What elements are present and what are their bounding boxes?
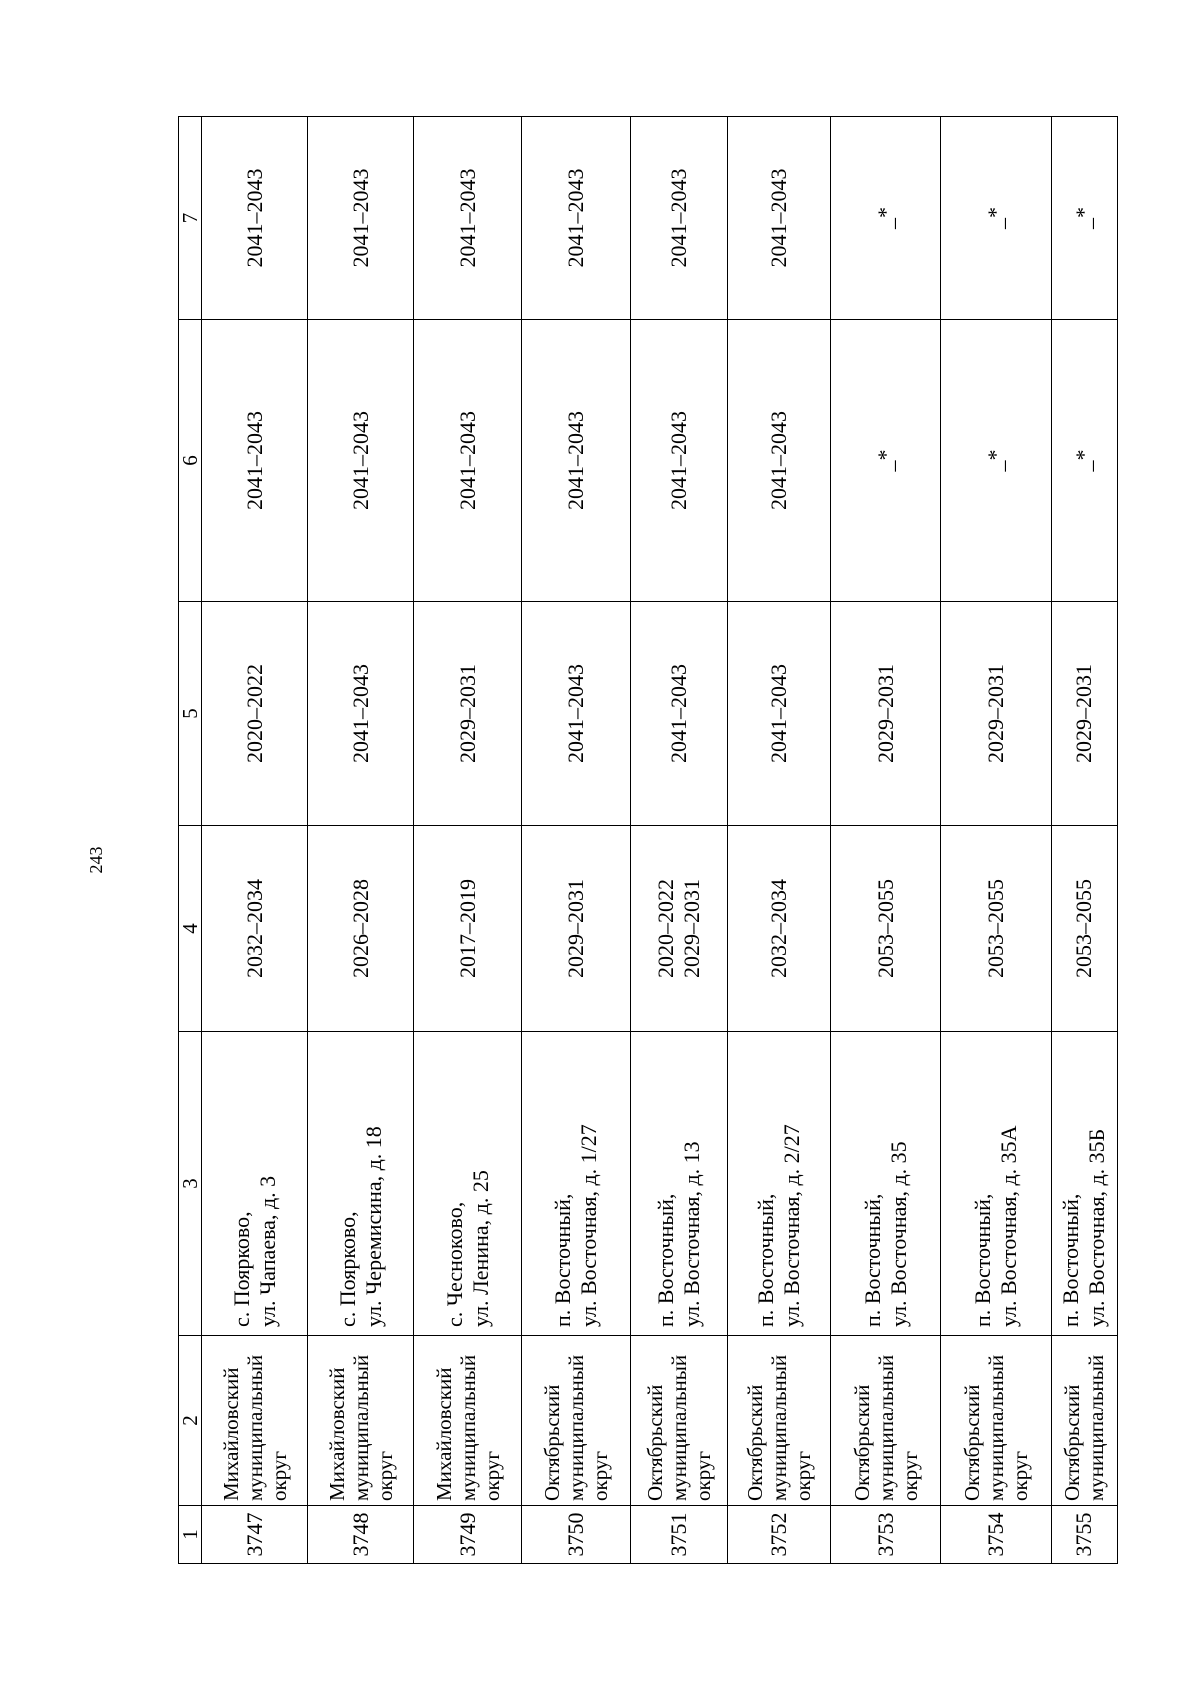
period-col7-cell: 2041–2043: [414, 117, 522, 320]
address-cell: [308, 1032, 414, 1336]
period-line: 2029–2031: [562, 879, 588, 978]
column-header-3: 3: [179, 1032, 202, 1336]
period-col7-cell: 2041–2043: [202, 117, 308, 320]
column-header-1: 1: [179, 1506, 202, 1564]
district-cell: [308, 1336, 414, 1506]
address-line: п. Восточный,: [859, 1193, 885, 1327]
period-col5-cell: 2041–2043: [630, 602, 727, 826]
period-col7-cell: _*: [1051, 117, 1117, 320]
period-line: 2032–2034: [241, 879, 267, 978]
district-line: Октябрьский: [642, 1384, 667, 1501]
period-col7-cell: 2041–2043: [728, 117, 831, 320]
district-cell: [830, 1336, 940, 1506]
district-line: муниципальный: [455, 1354, 480, 1501]
period-col7-cell: 2041–2043: [308, 117, 414, 320]
district-line: округ: [1007, 1450, 1032, 1501]
row-number-cell: 3751: [630, 1506, 727, 1564]
address-line: п. Восточный,: [549, 1193, 575, 1327]
address-cell: [1051, 1032, 1117, 1336]
district-line: муниципальный: [873, 1354, 898, 1501]
address-line: п. Восточный,: [969, 1193, 995, 1327]
row-number-cell: 3755: [1051, 1506, 1117, 1564]
district-line: округ: [266, 1450, 291, 1501]
district-cell: [522, 1336, 630, 1506]
district-cell: [728, 1336, 831, 1506]
column-header-5: 5: [179, 602, 202, 826]
address-line: ул. Восточная, д. 1/27: [575, 1124, 601, 1327]
address-line: ул. Чапаева, д. 3: [254, 1175, 280, 1327]
period-col5-cell: 2041–2043: [308, 602, 414, 826]
district-line: Октябрьский: [959, 1384, 984, 1501]
address-cell: [202, 1032, 308, 1336]
period-col4-cell: [630, 826, 727, 1032]
address-cell: [522, 1032, 630, 1336]
rotated-table-container: [178, 117, 1118, 1564]
header-row: [179, 117, 202, 1564]
column-header-2: 2: [179, 1336, 202, 1506]
period-line: 2053–2055: [872, 879, 898, 978]
table-row: [830, 117, 940, 1564]
address-cell: [830, 1032, 940, 1336]
address-line: ул. Восточная, д. 35: [885, 1141, 911, 1327]
district-line: Октябрьский: [1060, 1384, 1085, 1501]
district-cell: [941, 1336, 1051, 1506]
district-line: Михайловский: [431, 1367, 456, 1501]
row-number-cell: 3754: [941, 1506, 1051, 1564]
district-cell: [414, 1336, 522, 1506]
table-row: [941, 117, 1051, 1564]
period-line: 2017–2019: [454, 879, 480, 978]
address-cell: [728, 1032, 831, 1336]
address-cell: [414, 1032, 522, 1336]
district-line: округ: [372, 1450, 397, 1501]
period-line: 2020–2022: [652, 879, 678, 978]
period-col4-cell: [728, 826, 831, 1032]
district-cell: [1051, 1336, 1117, 1506]
period-col5-cell: 2041–2043: [522, 602, 630, 826]
table-row: [414, 117, 522, 1564]
row-number-cell: 3750: [522, 1506, 630, 1564]
district-line: округ: [790, 1450, 815, 1501]
district-line: муниципальный: [242, 1354, 267, 1501]
period-col4-cell: [522, 826, 630, 1032]
period-col6-cell: _*: [830, 320, 940, 602]
address-line: ул. Ленина, д. 25: [467, 1170, 493, 1327]
district-cell: [630, 1336, 727, 1506]
district-line: муниципальный: [563, 1354, 588, 1501]
address-line: ул. Черемисина, д. 18: [360, 1126, 386, 1327]
period-col4-cell: [830, 826, 940, 1032]
district-line: Октябрьский: [539, 1384, 564, 1501]
district-cell: [202, 1336, 308, 1506]
period-col7-cell: 2041–2043: [522, 117, 630, 320]
address-cell: [630, 1032, 727, 1336]
column-header-7: 7: [179, 117, 202, 320]
period-col6-cell: _*: [941, 320, 1051, 602]
period-col4-cell: [414, 826, 522, 1032]
row-number-cell: 3752: [728, 1506, 831, 1564]
period-col4-cell: [308, 826, 414, 1032]
district-line: Октябрьский: [742, 1384, 767, 1501]
table-body: [202, 117, 1118, 1564]
period-col7-cell: _*: [830, 117, 940, 320]
address-line: с. Поярково,: [228, 1211, 254, 1327]
period-col6-cell: 2041–2043: [308, 320, 414, 602]
period-col5-cell: 2029–2031: [414, 602, 522, 826]
address-line: ул. Восточная, д. 13: [678, 1141, 704, 1327]
district-line: округ: [587, 1450, 612, 1501]
address-line: с. Чесноково,: [441, 1201, 467, 1327]
district-line: муниципальный: [983, 1354, 1008, 1501]
district-line: округ: [690, 1450, 715, 1501]
period-line: 2026–2028: [347, 879, 373, 978]
period-col6-cell: 2041–2043: [202, 320, 308, 602]
period-line: 2032–2034: [765, 879, 791, 978]
address-line: ул. Восточная, д. 35Б: [1084, 1128, 1110, 1327]
column-header-4: 4: [179, 826, 202, 1032]
period-line: 2053–2055: [1071, 879, 1097, 978]
period-col6-cell: _*: [1051, 320, 1117, 602]
table-row: [308, 117, 414, 1564]
address-line: п. Восточный,: [652, 1193, 678, 1327]
district-line: муниципальный: [766, 1354, 791, 1501]
period-col6-cell: 2041–2043: [630, 320, 727, 602]
table-row: [522, 117, 630, 1564]
district-line: муниципальный: [1084, 1354, 1109, 1501]
row-number-cell: 3749: [414, 1506, 522, 1564]
period-col4-cell: [941, 826, 1051, 1032]
district-line: муниципальный: [348, 1354, 373, 1501]
period-col5-cell: 2029–2031: [941, 602, 1051, 826]
address-line: п. Восточный,: [752, 1193, 778, 1327]
address-line: с. Поярково,: [334, 1211, 360, 1327]
period-col4-cell: [1051, 826, 1117, 1032]
period-col6-cell: 2041–2043: [728, 320, 831, 602]
period-col5-cell: 2041–2043: [728, 602, 831, 826]
column-header-6: 6: [179, 320, 202, 602]
data-table: [178, 116, 1118, 1564]
district-line: Октябрьский: [849, 1384, 874, 1501]
district-line: округ: [897, 1450, 922, 1501]
period-col4-cell: [202, 826, 308, 1032]
address-cell: [941, 1032, 1051, 1336]
table-row: [630, 117, 727, 1564]
period-col5-cell: 2029–2031: [1051, 602, 1117, 826]
table-row: [728, 117, 831, 1564]
district-line: муниципальный: [666, 1354, 691, 1501]
address-line: ул. Восточная, д. 2/27: [778, 1124, 804, 1327]
district-line: округ: [479, 1450, 504, 1501]
period-col5-cell: 2029–2031: [830, 602, 940, 826]
period-col6-cell: 2041–2043: [522, 320, 630, 602]
address-line: ул. Восточная, д. 35А: [995, 1125, 1021, 1327]
district-line: Михайловский: [218, 1367, 243, 1501]
row-number-cell: 3747: [202, 1506, 308, 1564]
period-line: 2053–2055: [982, 879, 1008, 978]
page-number: 243: [86, 846, 106, 874]
table-row: [1051, 117, 1117, 1564]
table-row: [202, 117, 308, 1564]
period-line: 2029–2031: [678, 879, 704, 978]
row-number-cell: 3753: [830, 1506, 940, 1564]
period-col7-cell: 2041–2043: [630, 117, 727, 320]
row-number-cell: 3748: [308, 1506, 414, 1564]
district-line: Михайловский: [324, 1367, 349, 1501]
period-col5-cell: 2020–2022: [202, 602, 308, 826]
address-line: п. Восточный,: [1058, 1193, 1084, 1327]
period-col6-cell: 2041–2043: [414, 320, 522, 602]
period-col7-cell: _*: [941, 117, 1051, 320]
